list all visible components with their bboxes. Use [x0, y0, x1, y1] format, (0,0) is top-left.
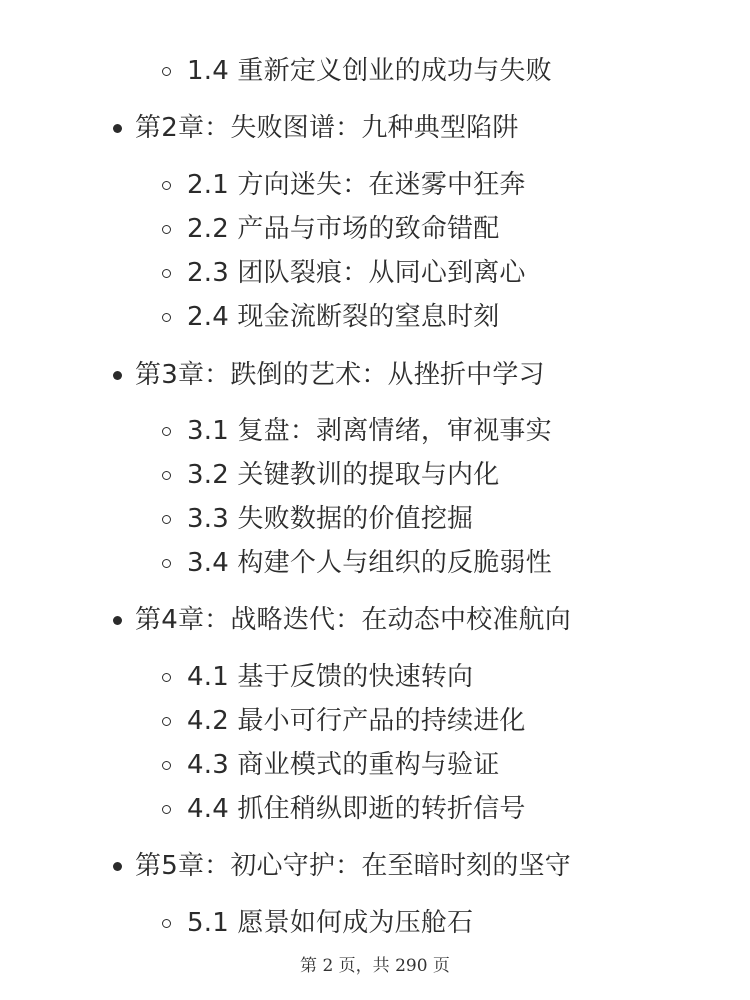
toc-section-item — [162, 752, 499, 778]
toc-chapter-label: 第5章：初心守护：在至暗时刻的坚守 — [135, 851, 571, 881]
toc-section-label: 2.4 现金流断裂的窒息时刻 — [187, 302, 500, 332]
toc-section-label: 4.3 商业模式的重构与验证 — [187, 750, 500, 780]
filled-bullet-icon — [113, 371, 122, 380]
toc-section-label: 2.3 团队裂痕：从同心到离心 — [187, 258, 526, 288]
filled-bullet-icon — [113, 616, 122, 625]
toc-section-label: 3.2 关键教训的提取与内化 — [187, 460, 500, 490]
toc-chapter-label: 第3章：跌倒的艺术：从挫折中学习 — [135, 360, 545, 390]
hollow-bullet-icon — [162, 181, 171, 190]
toc-chapter-item — [113, 607, 571, 633]
toc-section-item — [162, 708, 526, 734]
toc-chapter-label: 第2章：失败图谱：九种典型陷阱 — [135, 113, 519, 143]
toc-chapter-item — [113, 362, 545, 388]
filled-bullet-icon — [113, 124, 122, 133]
toc-section-label: 2.1 方向迷失：在迷雾中狂奔 — [187, 170, 526, 200]
filled-bullet-icon — [113, 862, 122, 871]
hollow-bullet-icon — [162, 805, 171, 814]
hollow-bullet-icon — [162, 761, 171, 770]
toc-section-label: 5.1 愿景如何成为压舱石 — [187, 908, 474, 938]
hollow-bullet-icon — [162, 225, 171, 234]
toc-section-label: 4.2 最小可行产品的持续进化 — [187, 706, 526, 736]
toc-section-item — [162, 664, 473, 690]
page-number-footer: 第 2 页，共 290 页 — [300, 956, 450, 976]
toc-section-item — [162, 304, 499, 330]
hollow-bullet-icon — [162, 717, 171, 726]
toc-section-label: 2.2 产品与市场的致命错配 — [187, 214, 500, 244]
hollow-bullet-icon — [162, 313, 171, 322]
hollow-bullet-icon — [162, 67, 171, 76]
toc-section-item — [162, 216, 499, 242]
toc-section-item — [162, 910, 473, 936]
toc-section-label: 3.1 复盘：剥离情绪，审视事实 — [187, 416, 552, 446]
hollow-bullet-icon — [162, 673, 171, 682]
hollow-bullet-icon — [162, 427, 171, 436]
toc-section-label: 3.4 构建个人与组织的反脆弱性 — [187, 548, 552, 578]
toc-section-item — [162, 462, 499, 488]
toc-chapter-item — [113, 115, 519, 141]
toc-section-item — [162, 172, 526, 198]
toc-section-label: 1.4 重新定义创业的成功与失败 — [187, 56, 552, 86]
toc-section-item — [162, 506, 473, 532]
toc-section-item — [162, 260, 526, 286]
toc-section-label: 4.1 基于反馈的快速转向 — [187, 662, 474, 692]
hollow-bullet-icon — [162, 515, 171, 524]
toc-section-item — [162, 418, 552, 444]
hollow-bullet-icon — [162, 471, 171, 480]
toc-section-item — [162, 58, 552, 84]
hollow-bullet-icon — [162, 559, 171, 568]
hollow-bullet-icon — [162, 919, 171, 928]
hollow-bullet-icon — [162, 269, 171, 278]
toc-section-label: 4.4 抓住稍纵即逝的转折信号 — [187, 794, 526, 824]
toc-section-item — [162, 796, 526, 822]
toc-chapter-item — [113, 853, 571, 879]
toc-section-label: 3.3 失败数据的价值挖掘 — [187, 504, 474, 534]
toc-section-item — [162, 550, 552, 576]
toc-chapter-label: 第4章：战略迭代：在动态中校准航向 — [135, 605, 571, 635]
